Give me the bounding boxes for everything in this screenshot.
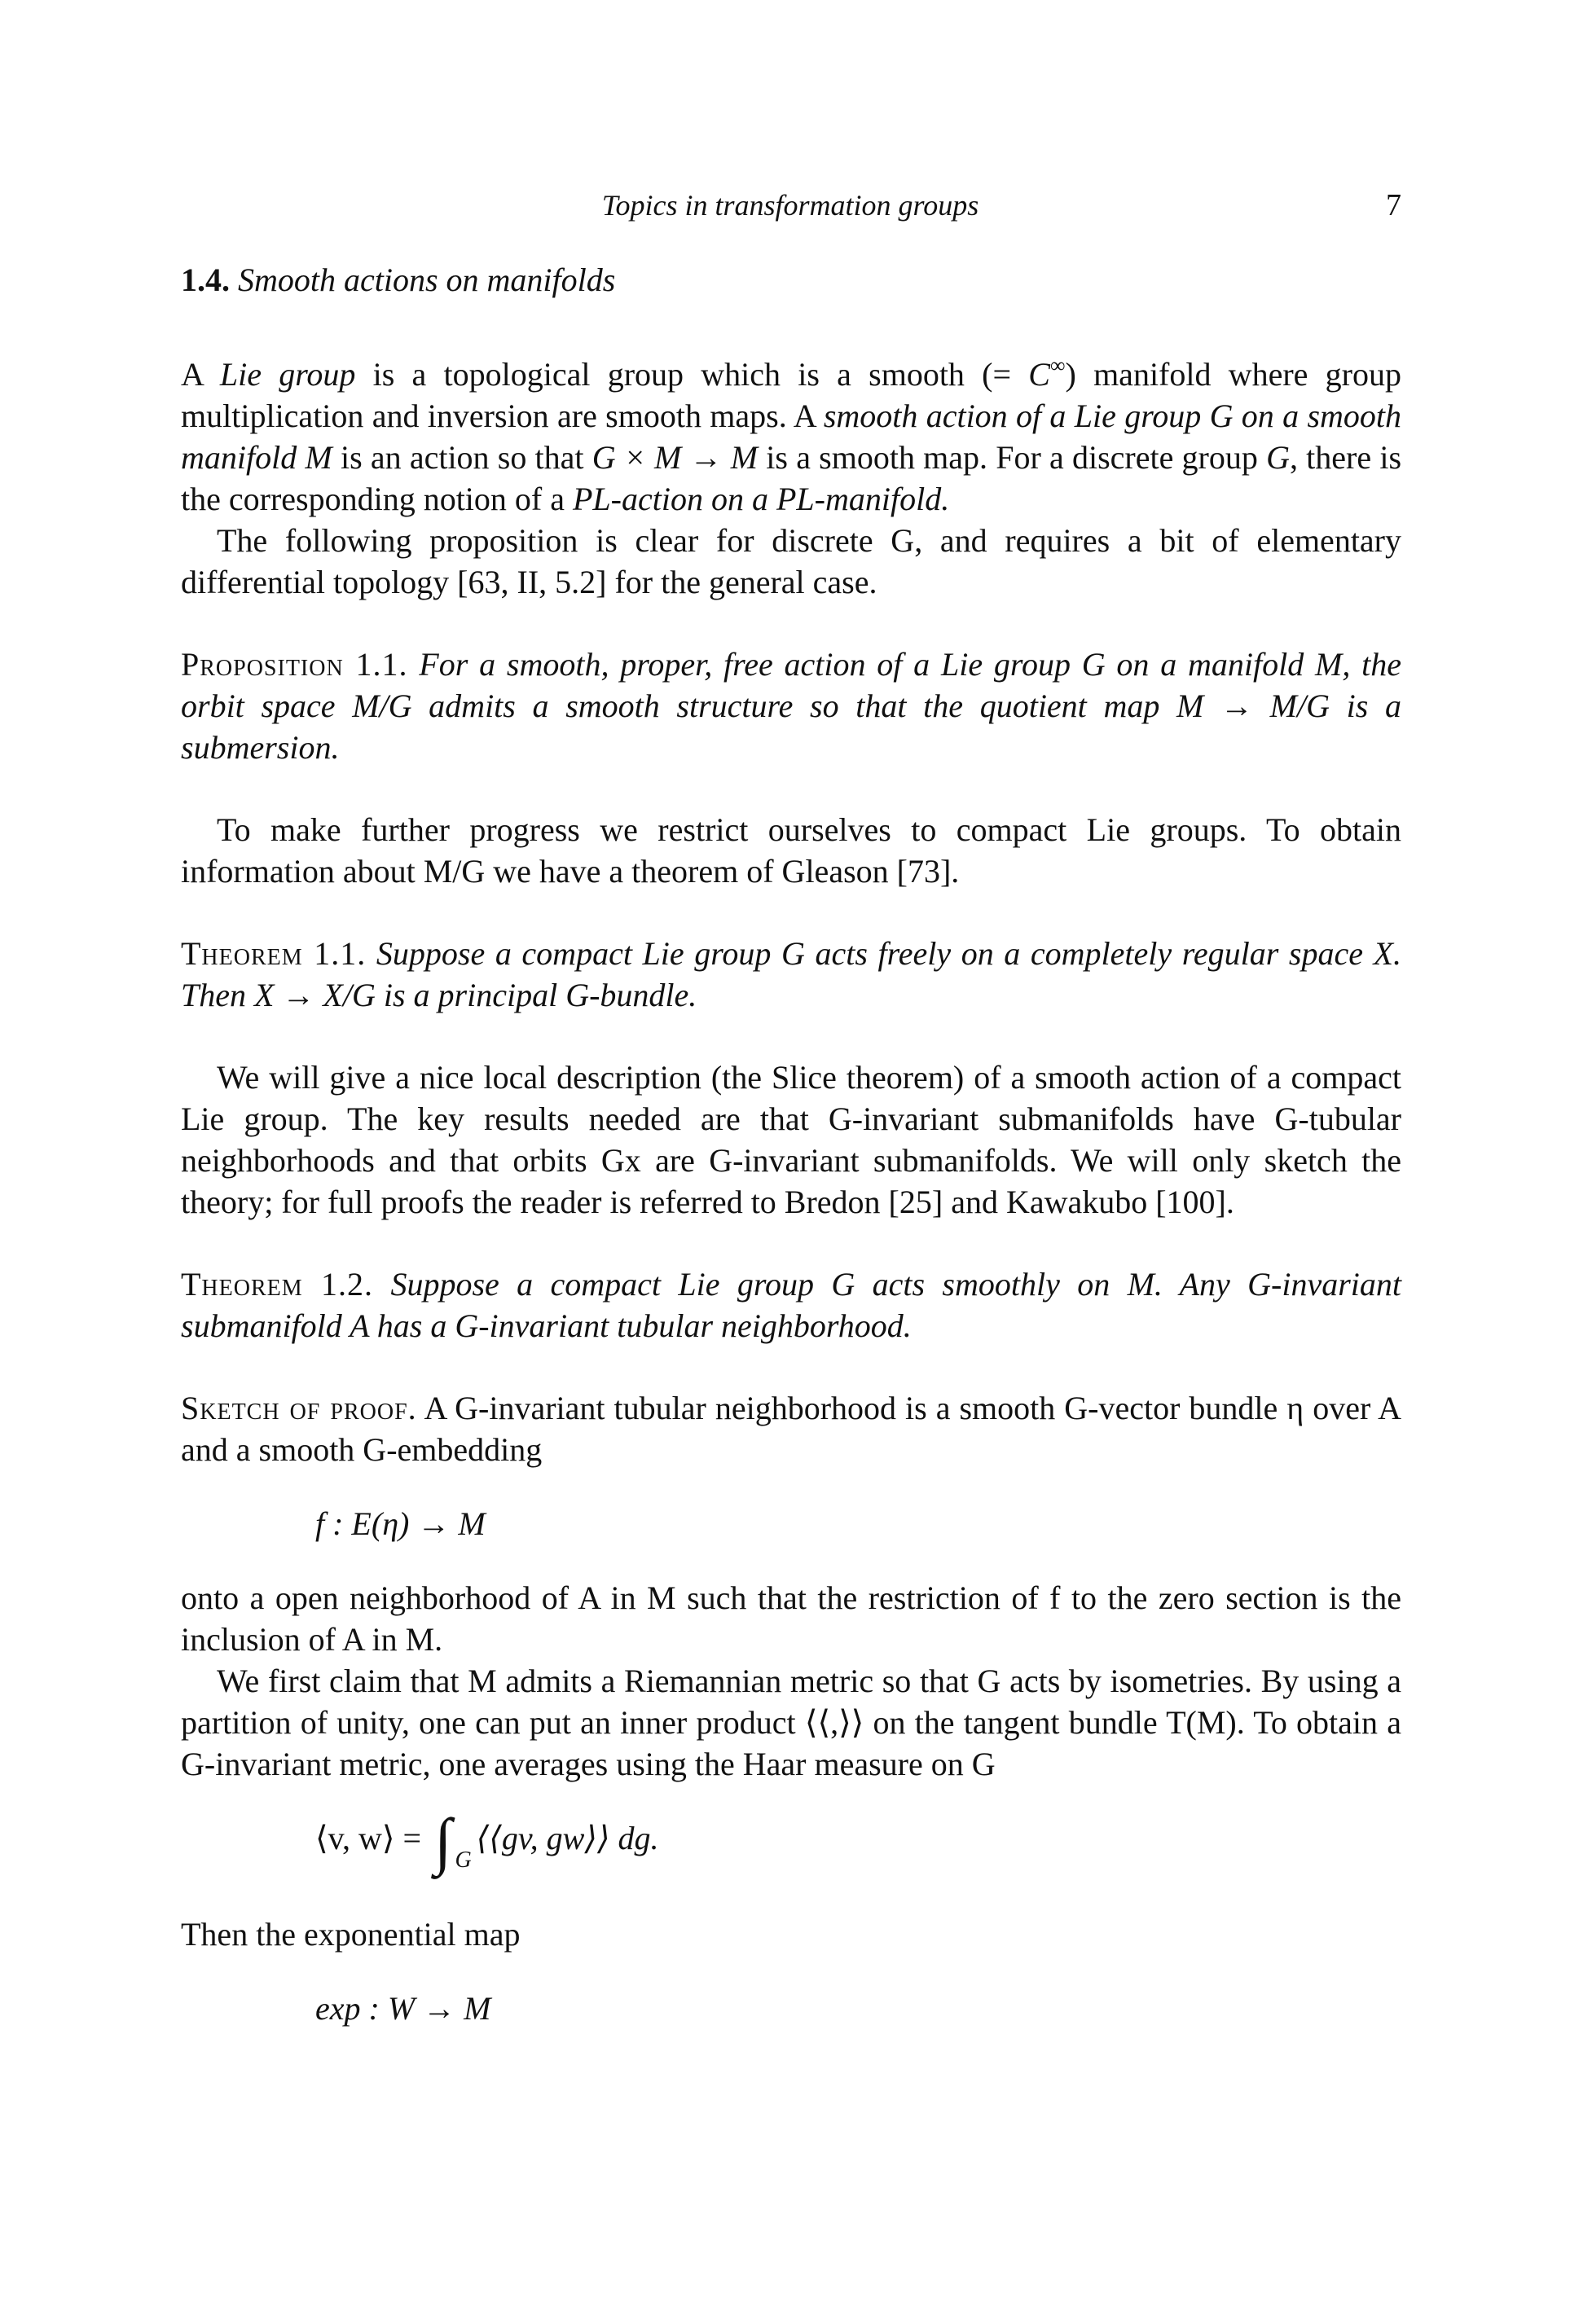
theorem-1-2 <box>181 1263 1401 1347</box>
theorem-1-1-label: Theorem 1.1. <box>181 935 367 972</box>
paragraph-exponential-map: Then the exponential map <box>181 1916 521 1953</box>
term-pl-action: PL-action on a PL-manifold. <box>573 481 950 517</box>
running-header <box>179 184 1401 226</box>
section-title: Smooth actions on manifolds <box>238 261 616 298</box>
page-number: 7 <box>1386 188 1401 222</box>
theorem-1-2-text: Suppose a compact Lie group G acts smoothly on M. Any G-invariant submanifold A has a G-invariant tubular neighborhood. <box>181 1266 1402 1344</box>
equation-exponential-map: exp : W → M <box>315 1990 491 2027</box>
term-lie-group: Lie group <box>219 356 356 393</box>
proposition-text: For a smooth, proper, free action of a Lie group G on a manifold M, the orbit space M/G admits a smooth structure so that the quotient map M → M/G is a submersion. <box>181 646 1402 766</box>
page-body <box>181 259 1401 2062</box>
paragraph-slice-theorem: We will give a nice local description (the Slice theorem) of a smooth action of a compact Lie group. The key results needed are that G-invariant submanifolds have G-tubular neighborhoods and that orbits Gx are G-invariant submanifolds. We will only sketch the theory; for full proofs the reader is referred to Bredon [25] and Kawakubo [100]. <box>181 1059 1401 1220</box>
running-title: Topics in transformation groups <box>601 189 979 222</box>
paragraph-riemannian-metric: We first claim that M admits a Riemannian metric so that G acts by isometries. By using a partition of unity, one can put an inner product ⟨⟨,⟩⟩ on the tangent bundle T(M). To obtain a G-invariant metric, one averages using the Haar measure on G <box>181 1663 1401 1782</box>
section-number: 1.4. <box>181 261 230 298</box>
proof-text: A G-invariant tubular neighborhood is a smooth G-vector bundle η over A and a smooth G-embedding <box>181 1390 1401 1468</box>
paragraph-lie-group-definition: A Lie group is a topological group which is a smooth (= C∞) manifold where group multiplication and inversion are smooth maps. A smooth action of a Lie group G on a smooth manifold M is an action so that G × M → M is a smooth map. For a discrete group G, there is the corresponding notion of a PL-action on a PL-manifold. <box>181 354 1402 517</box>
integral-sign: ∫ <box>434 1805 452 1876</box>
paragraph-proposition-intro: The following proposition is clear for discrete G, and requires a bit of elementary differential topology [63, II, 5.2] for the general case. <box>181 522 1401 600</box>
section-heading <box>181 259 1401 301</box>
theorem-1-1 <box>181 933 1401 1016</box>
proposition-1-1 <box>181 644 1401 768</box>
theorem-1-1-text: Suppose a compact Lie group G acts freely on a completely regular space X. Then X → X/G is a principal G-bundle. <box>181 935 1402 1013</box>
equation-embedding: f : E(η) → M <box>315 1505 486 1542</box>
paragraph-compact-groups: To make further progress we restrict ourselves to compact Lie groups. To obtain information about M/G we have a theorem of Gleason [73]. <box>181 811 1401 890</box>
term-smooth-action: smooth action of a Lie group G on a smooth manifold M <box>181 398 1402 476</box>
proof-sketch <box>181 1387 1401 1470</box>
proof-label: Sketch of proof. <box>181 1390 417 1426</box>
equation-haar-average: ⟨v, w⟩ = ∫ $_G$⟨⟨gv, gw⟩⟩ dg. <box>315 1805 659 1876</box>
proposition-label: Proposition 1.1. <box>181 646 408 683</box>
paragraph-open-neighborhood: onto a open neighborhood of A in M such that the restriction of f to the zero section is the inclusion of A in M. <box>181 1579 1401 1658</box>
integral-subscript: G <box>455 1847 472 1873</box>
theorem-1-2-label: Theorem 1.2. <box>181 1266 374 1303</box>
